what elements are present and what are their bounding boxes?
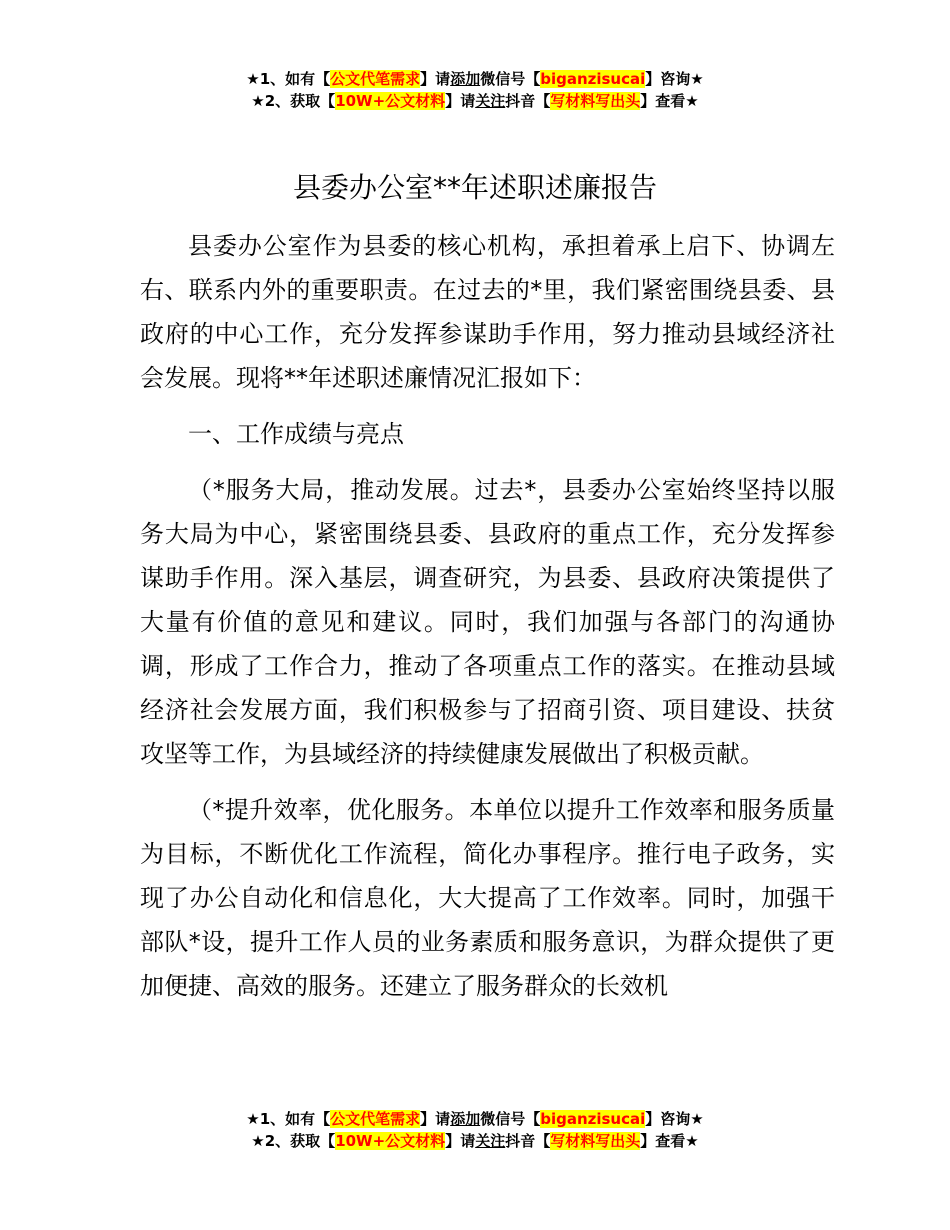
banner-underline: 添加 (450, 70, 481, 88)
banner-text: 】请 (445, 92, 476, 110)
paragraph-efficiency: （*提升效率，优化服务。本单位以提升工作效率和服务质量为目标，不断优化工作流程，简化办事程序。推行电子政务，实现了办公自动化和信息化，大大提高了工作效率。同时，加强干部队*设，提升工作人员的业务素质和服务意识，为群众提供了更加便捷、高效的服务。还建立了服务群众的长效机 (140, 796, 835, 1000)
document-body (140, 224, 835, 1020)
banner-text: 】查看★ (640, 92, 699, 110)
banner-text: 】咨询★ (645, 70, 704, 88)
banner-line-1 (0, 1108, 950, 1130)
banner-text: 】请 (420, 1110, 451, 1128)
banner-highlight: 10W+公文材料 (335, 92, 446, 110)
banner-line-2 (0, 1130, 950, 1152)
banner-text: 】请 (420, 70, 451, 88)
banner-line-1 (0, 68, 950, 90)
document-title: 县委办公室**年述职述廉报告 (292, 171, 657, 204)
banner-text: 微信号【 (480, 70, 541, 88)
banner-highlight: 公文代笔需求 (330, 70, 421, 88)
banner-highlight: 写材料写出头 (550, 1132, 641, 1150)
banner-underline: 关注 (475, 92, 506, 110)
banner-highlight: 公文代笔需求 (330, 1110, 421, 1128)
banner-text: 】查看★ (640, 1132, 699, 1150)
banner-highlight: biganzisucai (540, 70, 646, 88)
banner-highlight: biganzisucai (540, 1110, 646, 1128)
banner-text: 】请 (445, 1132, 476, 1150)
banner-text: 抖音【 (505, 92, 551, 110)
banner-text: ★2、获取【 (251, 92, 336, 110)
footer-banner (0, 1108, 950, 1152)
paragraph-service: （*服务大局，推动发展。过去*，县委办公室始终坚持以服务大局为中心，紧密围绕县委、县政府的重点工作，充分发挥参谋助手作用。深入基层，调查研究，为县委、县政府决策提供了大量有价值的意见和建议。同时，我们加强与各部门的沟通协调，形成了工作合力，推动了各项重点工作的落实。在推动县域经济社会发展方面，我们积极参与了招商引资、项目建设、扶贫攻坚等工作，为县域经济的持续健康发展做出了积极贡献。 (140, 476, 835, 768)
banner-highlight: 写材料写出头 (550, 92, 641, 110)
banner-line-2 (0, 90, 950, 112)
header-banner (0, 68, 950, 112)
banner-text: 微信号【 (480, 1110, 541, 1128)
banner-text: ★1、如有【 (246, 1110, 331, 1128)
banner-text: ★1、如有【 (246, 70, 331, 88)
banner-underline: 关注 (475, 1132, 506, 1150)
banner-highlight: 10W+公文材料 (335, 1132, 446, 1150)
banner-underline: 添加 (450, 1110, 481, 1128)
banner-text: 抖音【 (505, 1132, 551, 1150)
section-heading: 一、工作成绩与亮点 (188, 420, 404, 448)
banner-text: ★2、获取【 (251, 1132, 336, 1150)
banner-text: 】咨询★ (645, 1110, 704, 1128)
paragraph-intro: 县委办公室作为县委的核心机构，承担着承上启下、协调左右、联系内外的重要职责。在过去的*里，我们紧密围绕县委、县政府的中心工作，充分发挥参谋助手作用，努力推动县域经济社会发展。现将**年述职述廉情况汇报如下： (140, 232, 835, 392)
